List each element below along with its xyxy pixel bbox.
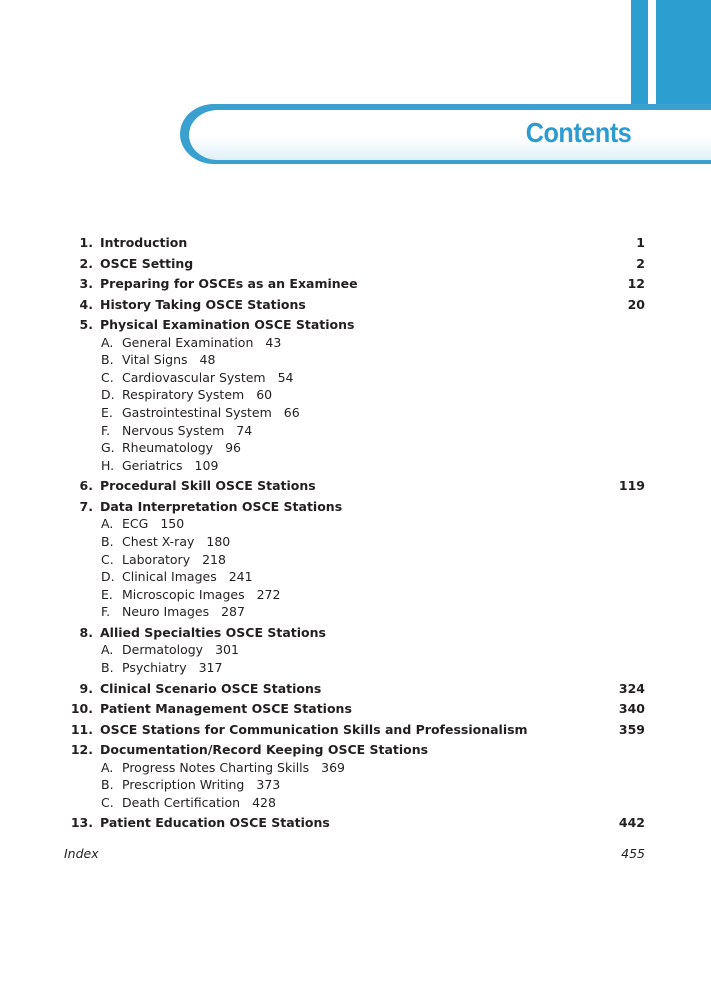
- subsection-letter: D.: [101, 569, 115, 585]
- toc-subsection[interactable]: [0, 794, 711, 811]
- subsection-letter: D.: [101, 387, 115, 403]
- chapter-title: OSCE Stations for Communication Skills and Professionalism: [100, 721, 528, 737]
- chapter-number: 6.: [79, 478, 93, 494]
- subsection-letter: E.: [101, 404, 113, 420]
- toc-subsection[interactable]: [0, 641, 711, 658]
- toc-subsection[interactable]: [0, 551, 711, 568]
- subsection-title: Gastrointestinal System: [122, 404, 272, 420]
- chapter-number: 3.: [79, 276, 93, 291]
- chapter-number: 8.: [79, 624, 93, 640]
- subsection-page: 66: [283, 404, 300, 420]
- subsection-title: ECG: [122, 516, 149, 532]
- chapter-number: 11.: [70, 721, 93, 737]
- subsection-page: 369: [321, 759, 346, 775]
- toc-subsection[interactable]: [0, 386, 711, 403]
- subsection-page: 60: [256, 387, 273, 403]
- subsection-page: 428: [252, 794, 276, 810]
- toc-subsection[interactable]: [0, 369, 711, 386]
- chapter-page: 12: [627, 276, 645, 291]
- chapter-number: 5.: [79, 317, 93, 332]
- subsection-title: General Examination: [122, 334, 254, 350]
- chapter-number: 2.: [79, 255, 93, 271]
- subsection-page: 74: [236, 422, 253, 438]
- chapter-title: Procedural Skill OSCE Stations: [100, 478, 316, 494]
- subsection-title: Neuro Images: [122, 604, 210, 620]
- page-title: Contents: [525, 117, 631, 148]
- subsection-page: 272: [256, 586, 281, 602]
- subsection-title: Microscopic Images: [122, 586, 245, 602]
- decorative-bar: [656, 0, 711, 104]
- toc-subsection[interactable]: [0, 568, 711, 585]
- chapter-title: Preparing for OSCEs as an Examinee: [100, 276, 358, 291]
- toc-chapter[interactable]: [0, 498, 711, 516]
- subsection-letter: A.: [101, 759, 114, 775]
- chapter-number: 1.: [79, 235, 93, 250]
- chapter-number: 4.: [79, 296, 93, 312]
- subsection-title: Prescription Writing: [122, 777, 245, 793]
- subsection-title: Chest X-ray: [122, 533, 195, 549]
- subsection-title: Death Certification: [122, 794, 241, 810]
- chapter-title: Allied Specialties OSCE Stations: [100, 624, 326, 640]
- chapter-title: Clinical Scenario OSCE Stations: [100, 680, 322, 696]
- toc-chapter[interactable]: [0, 255, 711, 273]
- chapter-title: Documentation/Record Keeping OSCE Stations: [100, 742, 429, 758]
- subsection-letter: H.: [101, 457, 115, 473]
- chapter-number: 7.: [79, 498, 93, 514]
- toc-chapter[interactable]: [0, 316, 711, 334]
- subsection-letter: C.: [101, 794, 114, 810]
- subsection-title: Rheumatology: [122, 440, 214, 456]
- subsection-letter: C.: [101, 369, 114, 385]
- chapter-title: Introduction: [100, 235, 188, 250]
- index-entry[interactable]: [0, 845, 711, 863]
- subsection-title: Clinical Images: [122, 569, 217, 585]
- toc-subsection[interactable]: [0, 422, 711, 439]
- chapter-title: Data Interpretation OSCE Stations: [100, 498, 343, 514]
- index-page: 455: [621, 846, 645, 861]
- chapter-page: 359: [618, 721, 645, 737]
- subsection-title: Psychiatry: [122, 660, 187, 675]
- toc-chapter[interactable]: [0, 275, 711, 293]
- toc-subsection[interactable]: [0, 457, 711, 474]
- toc-subsection[interactable]: [0, 533, 711, 550]
- chapter-number: 12.: [70, 742, 93, 758]
- subsection-page: 180: [206, 533, 231, 549]
- chapter-number: 13.: [70, 815, 93, 831]
- subsection-page: 96: [225, 440, 241, 456]
- subsection-letter: A.: [101, 334, 114, 350]
- chapter-number: 10.: [70, 701, 93, 717]
- subsection-page: 287: [221, 604, 245, 620]
- chapter-title: Patient Education OSCE Stations: [100, 815, 330, 831]
- subsection-title: Vital Signs: [122, 352, 188, 368]
- toc-subsection[interactable]: [0, 404, 711, 421]
- subsection-title: Progress Notes Charting Skills: [122, 759, 310, 775]
- toc-chapter[interactable]: [0, 234, 711, 252]
- subsection-title: Nervous System: [122, 422, 225, 438]
- toc-subsection[interactable]: [0, 776, 711, 793]
- subsection-page: 48: [199, 352, 216, 368]
- toc-subsection[interactable]: [0, 351, 711, 368]
- title-banner-inner: [189, 110, 711, 160]
- subsection-title: Respiratory System: [122, 387, 245, 403]
- toc-chapter[interactable]: [0, 624, 711, 642]
- subsection-title: Cardiovascular System: [122, 369, 266, 385]
- subsection-page: 301: [215, 642, 239, 658]
- subsection-letter: G.: [101, 440, 115, 456]
- subsection-letter: B.: [101, 352, 114, 368]
- subsection-letter: E.: [101, 586, 113, 602]
- chapter-title: History Taking OSCE Stations: [100, 296, 306, 312]
- chapter-title: Physical Examination OSCE Stations: [100, 317, 355, 332]
- toc-chapter[interactable]: [0, 741, 711, 759]
- subsection-page: 43: [265, 334, 282, 350]
- subsection-page: 218: [202, 551, 226, 567]
- subsection-letter: F.: [101, 604, 111, 620]
- chapter-number: 9.: [79, 680, 93, 696]
- subsection-page: 54: [277, 369, 294, 385]
- index-label: Index: [64, 846, 99, 861]
- toc-subsection[interactable]: [0, 603, 711, 620]
- toc-chapter[interactable]: [0, 477, 711, 495]
- toc-subsection[interactable]: [0, 759, 711, 776]
- subsection-letter: B.: [101, 660, 114, 675]
- toc-subsection[interactable]: [0, 515, 711, 532]
- toc-subsection[interactable]: [0, 659, 711, 676]
- toc-subsection[interactable]: [0, 334, 711, 351]
- chapter-page: 20: [627, 296, 645, 312]
- subsection-letter: F.: [101, 422, 111, 438]
- subsection-page: 150: [160, 516, 185, 532]
- toc-chapter[interactable]: [0, 700, 711, 718]
- toc-chapter[interactable]: [0, 814, 711, 832]
- subsection-letter: A.: [101, 516, 114, 532]
- toc-chapter[interactable]: [0, 721, 711, 739]
- subsection-title: Laboratory: [122, 551, 191, 567]
- subsection-page: 241: [228, 569, 253, 585]
- toc-chapter[interactable]: [0, 680, 711, 698]
- decorative-bar: [631, 0, 648, 104]
- subsection-page: 373: [256, 777, 281, 793]
- chapter-page: 340: [618, 701, 645, 717]
- subsection-letter: A.: [101, 642, 114, 658]
- chapter-title: OSCE Setting: [100, 255, 194, 271]
- chapter-title: Patient Management OSCE Stations: [100, 701, 352, 717]
- subsection-letter: C.: [101, 551, 114, 567]
- chapter-page: 324: [618, 680, 645, 696]
- chapter-page: 2: [636, 255, 645, 271]
- chapter-page: 442: [618, 815, 645, 831]
- chapter-page: 1: [636, 235, 645, 250]
- subsection-page: 317: [198, 660, 223, 675]
- subsection-letter: B.: [101, 533, 114, 549]
- subsection-title: Dermatology: [122, 642, 204, 658]
- toc-subsection[interactable]: [0, 586, 711, 603]
- toc-chapter[interactable]: [0, 296, 711, 314]
- subsection-page: 109: [194, 457, 219, 473]
- toc-subsection[interactable]: [0, 439, 711, 456]
- subsection-title: Geriatrics: [122, 457, 183, 473]
- chapter-page: 119: [618, 478, 645, 494]
- subsection-letter: B.: [101, 777, 114, 793]
